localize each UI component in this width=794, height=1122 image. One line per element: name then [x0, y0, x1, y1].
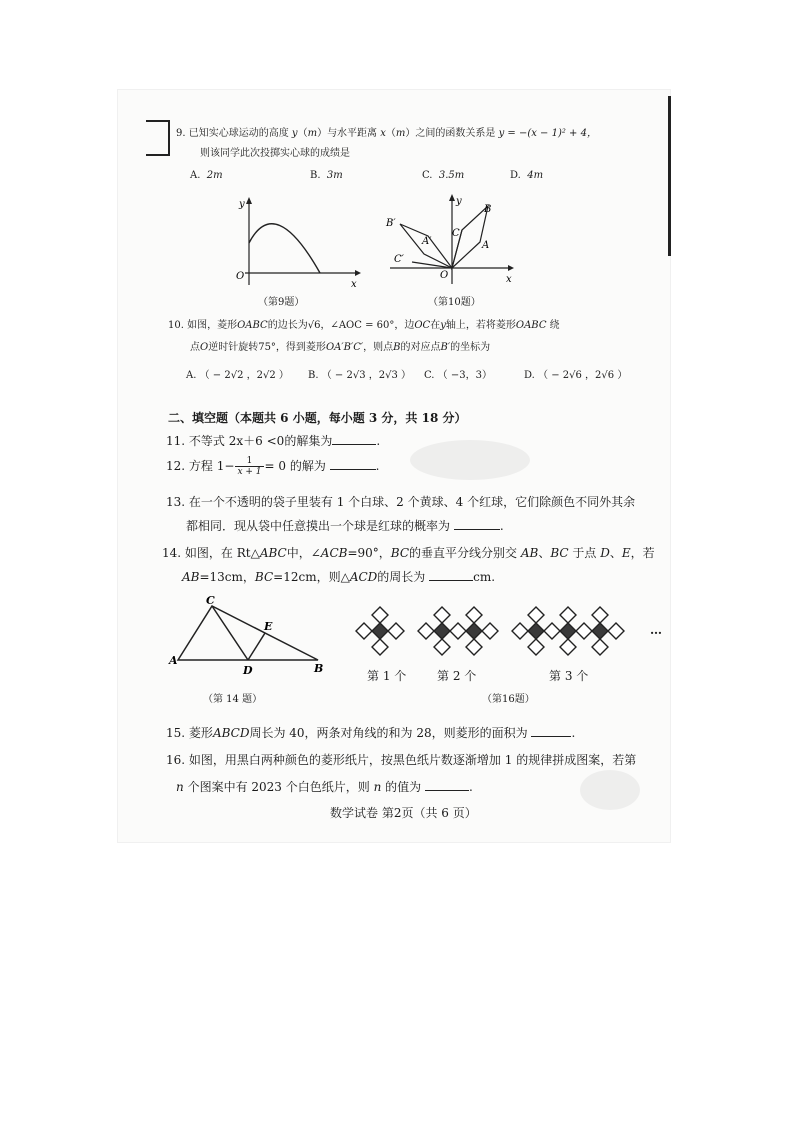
q10-text: 轴上，若将菱形 [445, 320, 516, 331]
black-rhombus [560, 623, 576, 639]
fraction-numerator: 1 [235, 456, 263, 467]
q9-option-c [422, 168, 464, 184]
figure-14-triangle [164, 594, 334, 678]
scan-smudge [580, 770, 640, 810]
scan-smudge [410, 440, 530, 480]
q16-var: n [176, 780, 184, 794]
option-label: B. [308, 370, 319, 381]
parabola-curve [249, 224, 320, 273]
label-a: A [169, 654, 178, 667]
label-d: D [243, 664, 253, 677]
white-rhombus [466, 639, 482, 655]
q11-text: 不等式 [188, 434, 225, 448]
q16-text: 的值为 [385, 780, 422, 794]
q16-number: 16. [166, 753, 186, 767]
origin-label: O [236, 271, 245, 282]
q14-text: 的周长为 [377, 570, 426, 584]
pattern-ellipsis: … [650, 623, 662, 637]
q11-text: 的解集为 [284, 434, 333, 448]
q14-var: ACD [349, 570, 378, 584]
black-rhombus [528, 623, 544, 639]
q9-option-b [310, 168, 343, 184]
q13-number: 13. [166, 495, 186, 509]
q10-line2 [190, 340, 490, 356]
q9-option-d [510, 168, 543, 184]
label-c-prime: C′ [394, 254, 404, 265]
q14-text: 的垂直平分线分别交 [409, 546, 518, 560]
q14-answer-blank[interactable] [429, 568, 473, 581]
y-axis-arrow-icon [449, 194, 455, 201]
option-value: （ − 2√3 ，2√3 ） [321, 370, 412, 381]
black-rhombus [434, 623, 450, 639]
q14-var: ACB [320, 546, 348, 560]
q14-text: 如图，在 Rt△ [184, 546, 260, 560]
q15-text: . [571, 726, 576, 740]
q10-var: OA′B′C′ [325, 342, 364, 353]
white-rhombus [592, 639, 608, 655]
option-value: （ − 2√2 ，2√2 ） [199, 370, 289, 381]
q15-answer-blank[interactable] [531, 724, 571, 737]
x-axis-arrow-icon [355, 270, 361, 276]
q10-var: O [200, 342, 209, 353]
q14-text: ，若 [630, 546, 655, 560]
q9-line2: 则该同学此次投掷实心球的成绩是 [200, 148, 350, 159]
q16-line1 [166, 752, 636, 768]
white-rhombus [450, 623, 466, 639]
q10-var: B [393, 342, 401, 353]
q12-fraction [235, 456, 263, 477]
q15-text: 菱形 [188, 726, 213, 740]
label-a: A [482, 240, 490, 251]
q10-line1 [168, 318, 560, 334]
q10-side: √6 [307, 320, 321, 331]
page-edge-shadow [668, 96, 671, 256]
q10-option-a [186, 368, 289, 384]
q13-answer-blank[interactable] [454, 517, 500, 530]
white-rhombus [560, 639, 576, 655]
q14-number: 14. [162, 546, 182, 560]
pattern-3-label: 第 3 个 [549, 669, 589, 683]
q9-var: y [291, 128, 298, 139]
q14-text: =13cm， [199, 570, 255, 584]
q14-var: D [600, 546, 610, 560]
q9-text: 与水平距离 [327, 128, 378, 139]
white-rhombus [576, 623, 592, 639]
white-rhombus [482, 623, 498, 639]
q11 [166, 432, 380, 449]
q10-var: y [440, 320, 446, 331]
q14-var: AB [520, 546, 539, 560]
label-c: C [452, 228, 460, 239]
option-value: （ −3，3） [437, 370, 492, 381]
y-axis-label: y [456, 196, 462, 207]
figure-16-patterns [348, 600, 668, 662]
white-rhombus [466, 607, 482, 623]
q10-text: ，∠AOC = 60°，边 [320, 320, 415, 331]
q12-number: 12. [166, 459, 186, 473]
figure-10-caption: （第10题） [428, 297, 481, 308]
q14-line2 [182, 568, 495, 585]
q9-line1: 9. 已知实心球运动的高度 y（m）与水平距离 x（m）之间的函数关系是 y = −(x − 1)² + 4， [176, 128, 597, 139]
q10-option-b [308, 368, 411, 384]
q10-text: 点 [190, 342, 200, 353]
q14-text: =90°， [347, 546, 391, 560]
q15 [166, 724, 575, 741]
origin-label: O [440, 270, 449, 281]
q12-text: = 0 的解为 [264, 459, 326, 473]
white-rhombus [608, 623, 624, 639]
q14-text: 、 [538, 546, 551, 560]
white-rhombus [528, 639, 544, 655]
q13-line1 [166, 494, 635, 510]
q9-option-a [190, 168, 223, 184]
q10-number: 10. [168, 320, 184, 331]
section-2-title: 二、填空题（本题共 6 小题，每小题 3 分，共 18 分） [168, 411, 467, 425]
q13-text: 在一个不透明的袋子里装有 1 个白球、2 个黄球、4 个红球，它们除颜色不同外其余 [188, 495, 636, 509]
q10-option-d [524, 368, 627, 384]
label-b-prime: B′ [386, 218, 396, 229]
q14-unit: cm. [473, 570, 496, 584]
fraction-denominator: x + 1 [237, 467, 262, 477]
q12-text: 方程 1− [188, 459, 235, 473]
white-rhombus [592, 607, 608, 623]
option-value: 3m [326, 170, 343, 181]
label-b: B [314, 662, 324, 675]
figure-9-caption: （第9题） [258, 297, 305, 308]
q10-text: 在 [430, 320, 441, 331]
q14-var: BC [390, 546, 410, 560]
q10-text: 的边长为 [267, 320, 308, 331]
q11-number: 11. [166, 434, 186, 448]
q15-var: ABCD [212, 726, 250, 740]
white-rhombus [418, 623, 434, 639]
q14-line1 [162, 545, 655, 561]
figure-10-graph [380, 192, 520, 292]
figure-16-caption: （第16题） [482, 694, 535, 705]
q14-text: 中，∠ [286, 546, 321, 560]
label-e: E [264, 620, 273, 633]
figure-9-graph [205, 195, 365, 290]
q10-var: OABC [237, 320, 268, 331]
white-rhombus [512, 623, 528, 639]
score-bracket [146, 120, 170, 156]
q14-var: E [621, 546, 631, 560]
white-rhombus [560, 607, 576, 623]
option-value: 3.5m [438, 170, 465, 181]
black-rhombus [372, 623, 388, 639]
q14-text: =12cm，则△ [273, 570, 350, 584]
q16-text: . [468, 780, 473, 794]
q11-answer-blank[interactable] [332, 432, 376, 445]
q9-unit: m [307, 128, 318, 139]
option-label: C. [424, 370, 435, 381]
q10-text: 的坐标为 [450, 342, 491, 353]
q10-var: OABC [515, 320, 547, 331]
q9-text: 已知实心球运动的高度 [188, 128, 289, 139]
q16-text: 如图，用黑白两种颜色的菱形纸片，按黑色纸片数逐渐增加 1 的规律拼成图案，若第 [188, 753, 637, 767]
white-rhombus [372, 639, 388, 655]
q11-text: . [376, 434, 381, 448]
q10-var: OC [414, 320, 431, 331]
triangle-abc [178, 606, 318, 660]
q13-text: . [499, 519, 504, 533]
label-a-prime: A′ [422, 236, 432, 247]
option-label: A. [190, 170, 201, 181]
white-rhombus [356, 623, 372, 639]
white-rhombus [544, 623, 560, 639]
option-label: B. [310, 170, 321, 181]
q16-text: 个图案中有 2023 个白色纸片，则 [187, 780, 370, 794]
white-rhombus [434, 607, 450, 623]
q16-var: n [373, 780, 382, 794]
black-rhombus [466, 623, 482, 639]
q13-line2 [186, 517, 504, 534]
q10-text: 如图，菱形 [187, 320, 238, 331]
white-rhombus [434, 639, 450, 655]
q13-text: 都相同．现从袋中任意摸出一个球是红球的概率为 [186, 519, 451, 533]
q9-formula: y = −(x − 1)² + 4， [498, 128, 597, 139]
pattern-1-label: 第 1 个 [367, 669, 407, 683]
white-rhombus [388, 623, 404, 639]
y-axis-arrow-icon [246, 197, 252, 204]
q14-var: ABC [259, 546, 287, 560]
option-value: 4m [527, 170, 544, 181]
x-axis-label: x [506, 274, 512, 285]
option-label: D. [524, 370, 535, 381]
q14-var: BC [254, 570, 274, 584]
option-value: （ − 2√6 ，2√6 ） [538, 370, 628, 381]
pattern-2-label: 第 2 个 [437, 669, 477, 683]
q14-var: AB [182, 570, 200, 584]
option-label: D. [510, 170, 521, 181]
q9-text: 之间的函数关系是 [415, 128, 496, 139]
q14-text: 于点 [572, 546, 597, 560]
q14-text: 、 [609, 546, 622, 560]
q16-answer-blank[interactable] [425, 778, 469, 791]
q9-var: x [380, 128, 386, 139]
q10-text: 逆时针旋转75°，得到菱形 [208, 342, 326, 353]
y-axis-label: y [239, 199, 245, 210]
q15-text: 周长为 40，两条对角线的和为 28，则菱形的面积为 [249, 726, 528, 740]
q10-var: B′ [440, 342, 451, 353]
x-axis-arrow-icon [508, 265, 514, 271]
white-rhombus [528, 607, 544, 623]
q10-option-c [424, 368, 492, 384]
q10-text: ，则点 [363, 342, 394, 353]
segment-cd [212, 606, 248, 660]
q11-expression: 2x＋6 <0 [228, 434, 285, 448]
q9-unit: m [395, 128, 406, 139]
q14-var: BC [550, 546, 569, 560]
option-label: A. [186, 370, 197, 381]
label-c: C [206, 594, 215, 607]
black-rhombus [592, 623, 608, 639]
q12-answer-blank[interactable] [330, 457, 376, 470]
segment-de [248, 633, 265, 660]
figure-14-caption: （第 14 题） [203, 694, 263, 705]
option-value: 2m [206, 170, 223, 181]
q15-number: 15. [166, 726, 186, 740]
page-footer: 数学试卷 第2页（共 6 页） [330, 806, 477, 820]
q10-text: 的对应点 [400, 342, 441, 353]
label-b: B [484, 204, 492, 215]
white-rhombus [372, 607, 388, 623]
x-axis-label: x [351, 279, 357, 290]
option-label: C. [422, 170, 433, 181]
q12-text: . [375, 459, 380, 473]
q10-text: 绕 [549, 320, 560, 331]
q9-number: 9. [176, 128, 186, 139]
q16-line2 [176, 778, 473, 795]
q12 [166, 456, 380, 477]
